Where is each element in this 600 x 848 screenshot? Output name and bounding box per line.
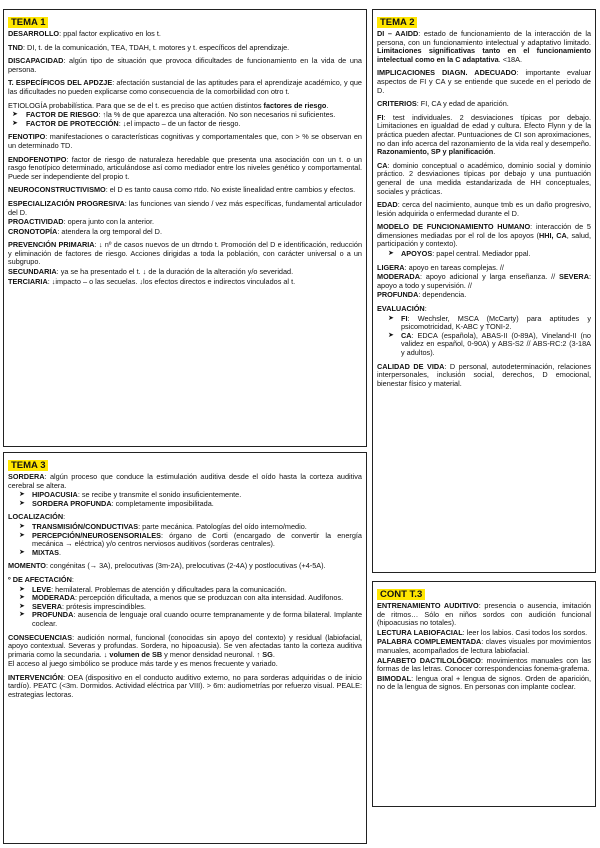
arrow-bullet-icon: ➤ bbox=[19, 594, 25, 602]
list-item: ➤ MODERADA: percepción dificultada, a menos que se produzcan con alta intensidad. Audífonos. bbox=[19, 593, 344, 603]
calidad-vida-definition: CALIDAD DE VIDA: D personal, autodeterminación, relaciones interpersonales, inclusión social, derechos, D emocional, bienestar físico y material. bbox=[377, 361, 591, 388]
momento-definition: MOMENTO: congénitas (→ 3A), prelocutivas (3m-2A), prelocutivas (2-4A) y postlocutivas (+4-5A). bbox=[8, 561, 326, 571]
arrow-bullet-icon: ➤ bbox=[388, 331, 394, 339]
fi-definition: FI: test individuales. 2 desviaciones típicas por debajo. Limitaciones en igualdad de edad y cultura. Efecto Flynn y de la práctica pueden afectar. Puntuaciones de CI son aproximaciones, no dan info acerca del razonamiento de la vida real y desempeño. Razonamiento, SP y planificación. bbox=[377, 112, 591, 157]
apoyos-list bbox=[377, 250, 591, 259]
grado-heading: º DE AFECTACIÓN: bbox=[8, 574, 74, 584]
grado-list bbox=[8, 586, 362, 629]
list-item: ➤ FACTOR DE RIESGO: ↑la % de que aparezca una alteración. No son necesarios ni suficientes. bbox=[12, 110, 336, 120]
profunda-level: PROFUNDA: dependencia. bbox=[377, 290, 467, 300]
arrow-bullet-icon: ➤ bbox=[12, 111, 18, 119]
list-item: ➤ SORDERA PROFUNDA: completamente imposibilitada. bbox=[19, 498, 214, 508]
consecuencias-definition: CONSECUENCIAS: audición normal, funcional (conocidas sin apoyo del contexto) y residual (labiofacial, apoyo contextual. Severas y profundas. Sordera, no hipoacusia). Se ven afectadas tanto la corteza auditiva primaria como la secundaria. ↓ volumen de SB y menor densidad neuronal. ↑ SG. bbox=[8, 632, 362, 659]
arrow-bullet-icon: ➤ bbox=[19, 585, 25, 593]
cont-t3-box bbox=[372, 581, 596, 807]
list-item: ➤ HIPOACUSIA: se recibe y transmite el sonido insuficientemente. bbox=[19, 490, 242, 500]
list-item: ➤ SEVERA: prótesis imprescindibles. bbox=[19, 601, 146, 611]
tema3-box bbox=[3, 452, 367, 844]
palabra-definition: PALABRA COMPLEMENTADA: claves visuales por movimientos manuales, acompañados de lectura labiofacial. bbox=[377, 637, 591, 655]
arrow-bullet-icon: ➤ bbox=[388, 250, 394, 258]
lectura-definition: LECTURA LABIOFACIAL: leer los labios. Casi todos los sordos. bbox=[377, 627, 588, 637]
prevencion-primaria: PREVENCIÓN PRIMARIA: ↓ nº de casos nuevos de un dtrndo t. Promoción del D e identificación, reducción y eliminación de factores de riesgo. Acciones dirigidas a toda la población, con carácter universal o a un subgrupo. bbox=[8, 240, 363, 267]
ca-definition: CA: dominio conceptual o académico, dominio social y dominio práctico. 2 desviaciones típicas por debajo y una puntuación general de una medida estandarizada de HH conceptuales, sociales y prácticas. bbox=[377, 160, 591, 196]
juego-simbolico-text: El acceso al juego simbólico se produce más tarde y es menos frecuente y variado. bbox=[8, 659, 278, 669]
aaidd-definition: DI – AAIDD: estado de funcionamiento de la interacción de la persona, con un funcionamiento intelectual y adaptativo limitado. Limitaciones significativas tanto en el funcionamiento intelectual como en la C adaptativa. <18A. bbox=[377, 29, 592, 64]
list-item: ➤ MIXTAS. bbox=[19, 547, 62, 557]
arrow-bullet-icon: ➤ bbox=[19, 522, 25, 530]
implicaciones-definition: IMPLICACIONES DIAGN. ADECUADO: importante evaluar aspectos de FI y CA y se entiende que sucede en el periodo de D. bbox=[377, 68, 591, 95]
evaluacion-list bbox=[377, 315, 591, 358]
arrow-bullet-icon: ➤ bbox=[19, 602, 25, 610]
list-item: ➤ PERCEPCIÓN/NEUROSENSORIALES: órgano de Corti (encargado de convertir la energía mecánica → eléctrica) y/o centros nerviosos auditivos (sorderas centrales). bbox=[19, 530, 362, 549]
entrenamiento-definition: ENTRENAMIENTO AUDITIVO: presencia o ausencia, imitación de ritmos… Sólo en niños sordos con audición funcional (hipoacusias no totales). bbox=[377, 601, 591, 628]
sordera-types-list bbox=[8, 491, 362, 508]
arrow-bullet-icon: ➤ bbox=[388, 314, 394, 322]
list-item: ➤ LEVE: hemilateral. Problemas de atención y dificultades para la comunicación. bbox=[19, 584, 287, 594]
arrow-bullet-icon: ➤ bbox=[19, 611, 25, 619]
list-item: ➤ CA: EDCA (española), ABAS-II (0-89A), Vineland-II (no validez en español, 0-90A) y ABS-S2 // ABS-RC:2 (3-18A y adultos). bbox=[388, 330, 591, 357]
tnd-definition: TND: DI, t. de la comunicación, TEA, TDAH, t. motores y t. específicos del aprendizaje. bbox=[8, 42, 290, 52]
especializacion-definition: ESPECIALIZACIÓN PROGRESIVA: las funciones van siendo / vez más específicas, fundamental articulador del D. bbox=[8, 198, 362, 217]
bimodal-definition: BIMODAL: lengua oral + lengua de signos. Orden de aparición, no de la lengua de signos. En personas con implante coclear. bbox=[377, 673, 591, 692]
proactividad-definition: PROACTIVIDAD: opera junto con la anterior. bbox=[8, 217, 155, 227]
evaluacion-heading: EVALUACIÓN: bbox=[377, 304, 427, 314]
edad-definition: EDAD: cerca del nacimiento, aunque tmb es un daño progresivo, lesión adquirida o enfermedad durante el D. bbox=[377, 200, 591, 218]
tema1-tag: TEMA 1 bbox=[8, 17, 48, 28]
alfabeto-definition: ALFABETO DACTILOLÓGICO: movimientos manuales con las formas de las letras. Conocer correspondencias fonema-grafema. bbox=[377, 655, 591, 674]
neuroconstructivismo-definition: NEUROCONSTRUCTIVISMO: el D es tanto causa como rtdo. No existe linealidad entre cambios y efectos. bbox=[8, 185, 356, 195]
ligera-level: LIGERA: apoyo en tareas complejas. // bbox=[377, 262, 504, 272]
arrow-bullet-icon: ➤ bbox=[12, 119, 18, 127]
discapacidad-definition: DISCAPACIDAD: algún tipo de situación que provoca dificultades de funcionamiento en la vida de una persona. bbox=[8, 56, 362, 74]
intervencion-definition: INTERVENCIÓN: OEA (dispositivo en el conducto auditivo externo, no para sorderas adquiridas o de inicio tardío). PEATC (<3m. Dormidos. Actividad eléctrica par VIII). > 6m: audiometrías por refuerzo visual. PEALE: estrategias lectoras. bbox=[8, 672, 362, 700]
cronotopia-definition: CRONOTOPÍA: atendera la org temporal del D. bbox=[8, 226, 162, 236]
desarrollo-definition: DESARROLLO: ppal factor explicativo en los t. bbox=[8, 29, 161, 38]
sordera-definition: SORDERA: algún proceso que conduce la estimulación auditiva desde el oído hasta la corteza auditiva cerebral se altera. bbox=[8, 472, 362, 490]
tema2-tag: TEMA 2 bbox=[377, 17, 417, 28]
modelo-definition: MODELO DE FUNCIONAMIENTO HUMANO: interacción de 5 dimensiones mediadas por el rol de los apoyos (HHI, CA, salud, participación y contexto). bbox=[377, 222, 591, 249]
tema1-box bbox=[3, 9, 367, 447]
arrow-bullet-icon: ➤ bbox=[19, 531, 25, 539]
localizacion-list bbox=[8, 523, 362, 557]
moderada-severa-level: MODERADA: apoyo adicional y larga enseñanza. // SEVERA: apoyo a todo y supervisión. // bbox=[377, 272, 591, 290]
list-item: ➤ PROFUNDA: ausencia de lenguaje oral cuando ocurre tempranamente y de forma bilateral. Implante coclear. bbox=[19, 610, 362, 628]
tema2-box bbox=[372, 9, 596, 573]
list-item: ➤ FI: Wechsler, MSCA (McCarty) para aptitudes y psicomotricidad, K-ABC y TONI-2. bbox=[388, 313, 591, 332]
list-item: ➤ TRANSMISIÓN/CONDUCTIVAS: parte mecánica. Patologías del oído interno/medio. bbox=[19, 521, 307, 531]
tema3-tag: TEMA 3 bbox=[8, 460, 48, 471]
etiologia-text: ETIOLOGÍA probabilística. Para que se de el t. es preciso que actúen distintos factores de riesgo. bbox=[8, 100, 329, 110]
t-especificos-definition: T. ESPECÍFICOS DEL APDZJE: afectación sustancial de las aptitudes para el aprendizaje académico, y que las dificultades no pueden explicarse como consecuencia de la comorbilidad con otro t. bbox=[8, 78, 362, 96]
prevencion-terciaria: TERCIARIA: ↓impacto – o las secuelas. ↓los efectos directos e indirectos vinculados al t. bbox=[8, 276, 296, 286]
list-item: ➤ FACTOR DE PROTECCIÓN: ↓el impacto – de un factor de riesgo. bbox=[12, 118, 241, 128]
factores-list bbox=[8, 111, 362, 128]
arrow-bullet-icon: ➤ bbox=[19, 491, 25, 499]
arrow-bullet-icon: ➤ bbox=[19, 499, 25, 507]
endofenotipo-definition: ENDOFENOTIPO: factor de riesgo de naturaleza heredable que presenta una asociación con un t. o un rasgo fenotípico determinado, articulándose así como mediador entre los niveles genético y comportamental. Puede ser independiente del propio t. bbox=[8, 154, 362, 181]
fenotipo-definition: FENOTIPO: manifestaciones o características cognitivas y comportamentales que, con > % se observan en un determinado TD. bbox=[8, 132, 362, 150]
arrow-bullet-icon: ➤ bbox=[19, 548, 25, 556]
criterios-definition: CRITERIOS: FI, CA y edad de aparición. bbox=[377, 99, 509, 109]
prevencion-secundaria: SECUNDARIA: ya se ha presentado el t. ↓ de la duración de la alteración y/o severidad. bbox=[8, 267, 294, 277]
localizacion-heading: LOCALIZACIÓN: bbox=[8, 512, 66, 522]
cont-t3-tag: CONT T.3 bbox=[377, 589, 425, 600]
list-item: ➤ APOYOS: papel central. Mediador ppal. bbox=[388, 249, 531, 259]
